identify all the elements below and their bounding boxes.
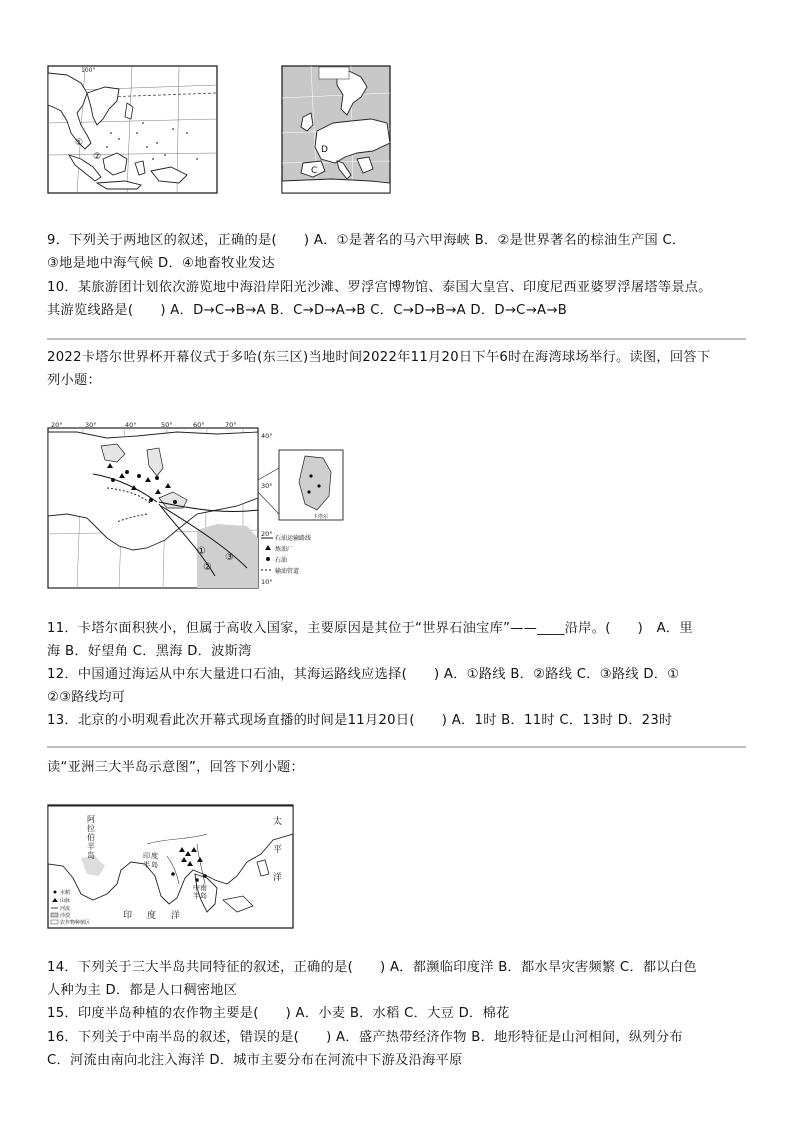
question-11-line-1: 11．卡塔尔面积狭小，但属于高收入国家，主要原因是其位于“世界石油宝库”——____沿岸。( ) A．里 xyxy=(47,621,693,636)
map2-lat-label: 20° xyxy=(261,530,273,538)
question-15 xyxy=(47,1003,747,1026)
map3-arabia-char: 伯 xyxy=(87,833,95,842)
map2-lon-label: 70° xyxy=(225,421,237,429)
map3-indochina-char: 中 xyxy=(193,884,200,892)
map3-arabia-char: 岛 xyxy=(87,851,95,860)
route-label-3: ③ xyxy=(225,552,234,563)
map2-lat-label: 10° xyxy=(261,578,273,586)
map3-ocean-char: 洋 xyxy=(171,911,181,921)
question-9 xyxy=(47,230,747,275)
map3-ocean-char: 印 xyxy=(123,911,133,921)
europe-map xyxy=(281,63,393,195)
intro-world-cup-line-1: 2022卡塔尔世界杯开幕仪式于多哈(东三区)当地时间2022年11月20日下午6时在海湾球场举行。读图，回答下 xyxy=(47,350,711,365)
question-11-line-2: 海 B．好望角 C．黑海 D．波斯湾 xyxy=(47,643,252,659)
map2-legend-item: 石油 xyxy=(275,557,288,564)
question-13 xyxy=(47,710,747,733)
question-14-line-1: 14．下列关于三大半岛共同特征的叙述，正确的是( ) A．都濒临印度洋 B．都水旱灾害频繁 C．都以白色 xyxy=(47,960,697,975)
map2-legend-item: 石油运输路线 xyxy=(275,535,312,542)
map2-lon-label: 30° xyxy=(85,421,97,429)
map2-lon-label: 50° xyxy=(161,421,173,429)
route-label-2: ② xyxy=(203,562,212,573)
map1a-label-1: ① xyxy=(75,138,84,148)
map2-lat-label: 40° xyxy=(261,432,273,440)
map1b-label-c: C xyxy=(311,166,318,176)
map2-legend-item: 炼油厂 xyxy=(275,546,294,553)
question-12-line-2: ②③路线均可 xyxy=(47,689,126,705)
map3-india-char: 半 xyxy=(143,861,150,869)
question-12-line-1: 12．中国通过海运从中东大量进口石油，其海运路线应选择( ) A．①路线 B．②路线 C．③路线 D．① xyxy=(47,667,680,682)
middle-east-oil-map xyxy=(47,418,347,590)
map3-arabia-char: 拉 xyxy=(87,824,95,833)
map3-pacific-char: 太 xyxy=(273,817,283,827)
map2-inset-label: 卡塔尔 xyxy=(313,514,329,520)
question-9-line-2: ③地是地中海气候 D．④地畜牧业发达 xyxy=(47,255,276,271)
map3-legend-item: 山脉 xyxy=(60,898,71,904)
intro-three-peninsulas xyxy=(47,757,747,780)
map1a-lon-label: 100° xyxy=(81,67,96,74)
map3-indochina-char: 岛 xyxy=(200,892,207,900)
question-16-line-2: C．河流由南向北注入海洋 D．城市主要分布在河流中下游及沿海平原 xyxy=(47,1052,463,1068)
map1a-label-2: ② xyxy=(93,152,102,162)
question-16-line-1: 16．下列关于中南半岛的叙述，错误的是( ) A．盛产热带经济作物 B．地形特征是山河相间，纵列分布 xyxy=(47,1030,683,1045)
map2-legend-item: 输油管道 xyxy=(275,568,300,575)
map3-legend-item: 农作物种植区 xyxy=(60,920,91,926)
question-14-line-2: 人种为主 D．都是人口稠密地区 xyxy=(47,982,238,998)
map3-legend-item: 水稻 xyxy=(60,890,71,896)
question-15-line-1: 15．印度半岛种植的农作物主要是( ) A．小麦 B．水稻 C．大豆 D．棉花 xyxy=(47,1006,510,1021)
map2-lat-label: 30° xyxy=(261,482,273,490)
route-label-1: ① xyxy=(197,546,206,557)
map3-india-char: 印 xyxy=(143,852,150,860)
question-10-line-1: 10．某旅游团计划依次游览地中海沿岸阳光沙滩、罗浮宫博物馆、泰国大皇宫、印度尼西亚婆罗浮屠塔等景点。 xyxy=(47,280,712,295)
map3-pacific-char: 洋 xyxy=(273,873,283,883)
question-10-line-2: 其游览线路是( ) A．D→C→B→A B．C→D→A→B C．C→D→B→A D．D→C→A→B xyxy=(47,302,568,318)
map2-lon-label: 60° xyxy=(193,421,205,429)
map2-lon-label: 40° xyxy=(125,421,137,429)
map3-ocean-char: 度 xyxy=(147,911,157,921)
map3-india-char: 岛 xyxy=(151,861,158,869)
question-14 xyxy=(47,957,747,1002)
divider-2 xyxy=(47,746,746,748)
southeast-asia-map xyxy=(47,63,219,195)
question-12 xyxy=(47,664,747,709)
intro-three-peninsulas-line-1: 读“亚洲三大半岛示意图”，回答下列小题： xyxy=(47,760,305,775)
map3-pacific-char: 平 xyxy=(273,845,283,855)
map3-indochina-char: 半 xyxy=(193,892,200,900)
map1b-label-d: D xyxy=(321,145,328,155)
map3-arabia-char: 半 xyxy=(87,842,95,851)
question-10 xyxy=(47,277,747,322)
question-11 xyxy=(47,618,747,663)
map3-legend-item: 沙漠 xyxy=(60,913,71,919)
intro-world-cup xyxy=(47,347,747,392)
question-16 xyxy=(47,1027,747,1072)
map3-arabia-char: 阿 xyxy=(87,815,95,824)
map3-india-char: 度 xyxy=(151,852,158,860)
asia-peninsulas-map xyxy=(47,804,295,930)
question-9-line-1: 9．下列关于两地区的叙述，正确的是( ) A．①是著名的马六甲海峡 B．②是世界著名的棕油生产国 C． xyxy=(47,233,686,248)
question-13-line-1: 13．北京的小明观看此次开幕式现场直播的时间是11月20日( ) A．1时 B．11时 C．13时 D．23时 xyxy=(47,713,673,728)
divider-1 xyxy=(47,338,746,340)
map2-lon-label: 20° xyxy=(51,421,63,429)
map3-legend-item: 河流 xyxy=(60,906,71,912)
map3-indochina-char: 南 xyxy=(200,884,207,892)
intro-world-cup-line-2: 列小题： xyxy=(47,372,101,388)
